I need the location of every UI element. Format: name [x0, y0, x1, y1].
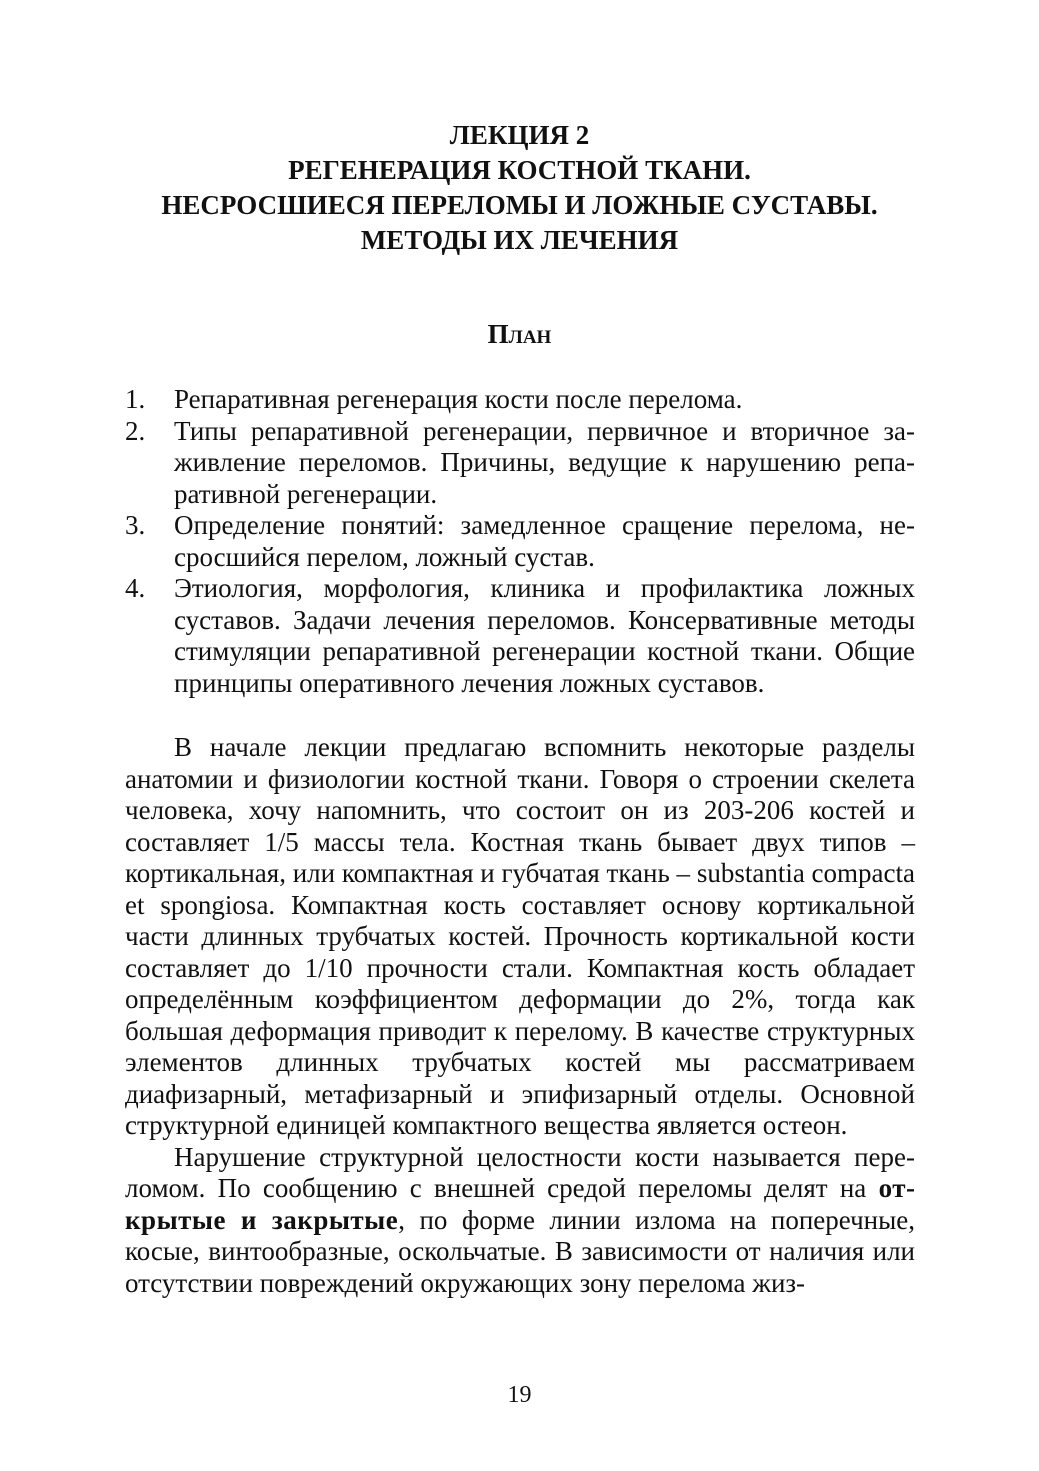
title-line-3: НЕСРОСШИЕСЯ ПЕРЕЛОМЫ И ЛОЖНЫЕ СУСТАВЫ.: [161, 190, 878, 220]
plan-item: [125, 416, 915, 511]
bold-term: открытые и закрытые: [125, 1173, 915, 1235]
paragraph-text: , по форме линии излома на поперечные, косые, винтообразные, оскольчатые. В зависимости от наличия или отсутствии повреждений окружающих зону перелома жиз-: [125, 1204, 915, 1298]
body-paragraph-2: [125, 1142, 915, 1300]
plan-item-number: 2.: [125, 415, 146, 446]
plan-heading: План: [487, 319, 552, 349]
plan-item-number: 3.: [125, 510, 146, 540]
plan-item-text: Этиология, морфология, клиника и профилактика ложных суставов. Задачи лечения переломов. Консервативные методы стимуляции репаративной регенерации костной ткани. Общие принципы оперативного лечения ложных суставов.: [174, 573, 915, 698]
title-line-1: ЛЕКЦИЯ 2: [449, 120, 590, 150]
page-number: 19: [507, 1382, 532, 1408]
title-line-2: РЕГЕНЕРАЦИЯ КОСТНОЙ ТКАНИ.: [288, 155, 751, 185]
lecture-body: [125, 732, 915, 1299]
plan-item: [125, 573, 915, 699]
lecture-title: [0, 118, 1039, 258]
plan-item-number: 4.: [125, 573, 146, 603]
plan-item-text: Определение понятий: замедленное сращение перелома, несросшийся перелом, ложный сустав.: [174, 510, 915, 572]
plan-item-number: 1.: [125, 384, 146, 414]
body-paragraph-1: В начале лекции предлагаю вспомнить некоторые разделы анатомии и физиологии костной ткани. Говоря о строении скелета человека, хочу напомнить, что состоит он из 203-206 костей и составляет 1/5 массы тела. Костная ткань бывает двух типов – кортикальная, или компактная и губчатая ткань – substantia compacta et spongiosa. Компактная кость составляет основу кортикальной части длинных трубчатых костей. Прочность кортикальной кости составляет до 1/10 прочности стали. Компактная кость обладает определённым коэффициентом деформации до 2%, тогда как большая деформация приводит к перелому. В качестве структурных элементов длинных трубчатых костей мы рассматриваем диафизарный, метафизарный и эпифизарный отделы. Основной структурной единицей компактного вещества является остеон.: [125, 732, 915, 1140]
plan-item-text: Репаративная регенерация кости после перелома.: [174, 384, 743, 414]
paragraph-text: Нарушение структурной целостности кости называется переломом. По сообщению с внешней средой переломы делят на: [125, 1141, 915, 1203]
plan-item: [125, 510, 915, 573]
title-line-4: МЕТОДЫ ИХ ЛЕЧЕНИЯ: [360, 225, 679, 255]
plan-item-text: Типы репаративной регенерации, первичное и вторичное заживление переломов. Причины, ведущие к нарушению репаративной регенерации.: [174, 415, 915, 509]
plan-item: [125, 384, 915, 416]
plan-list: [125, 384, 915, 699]
